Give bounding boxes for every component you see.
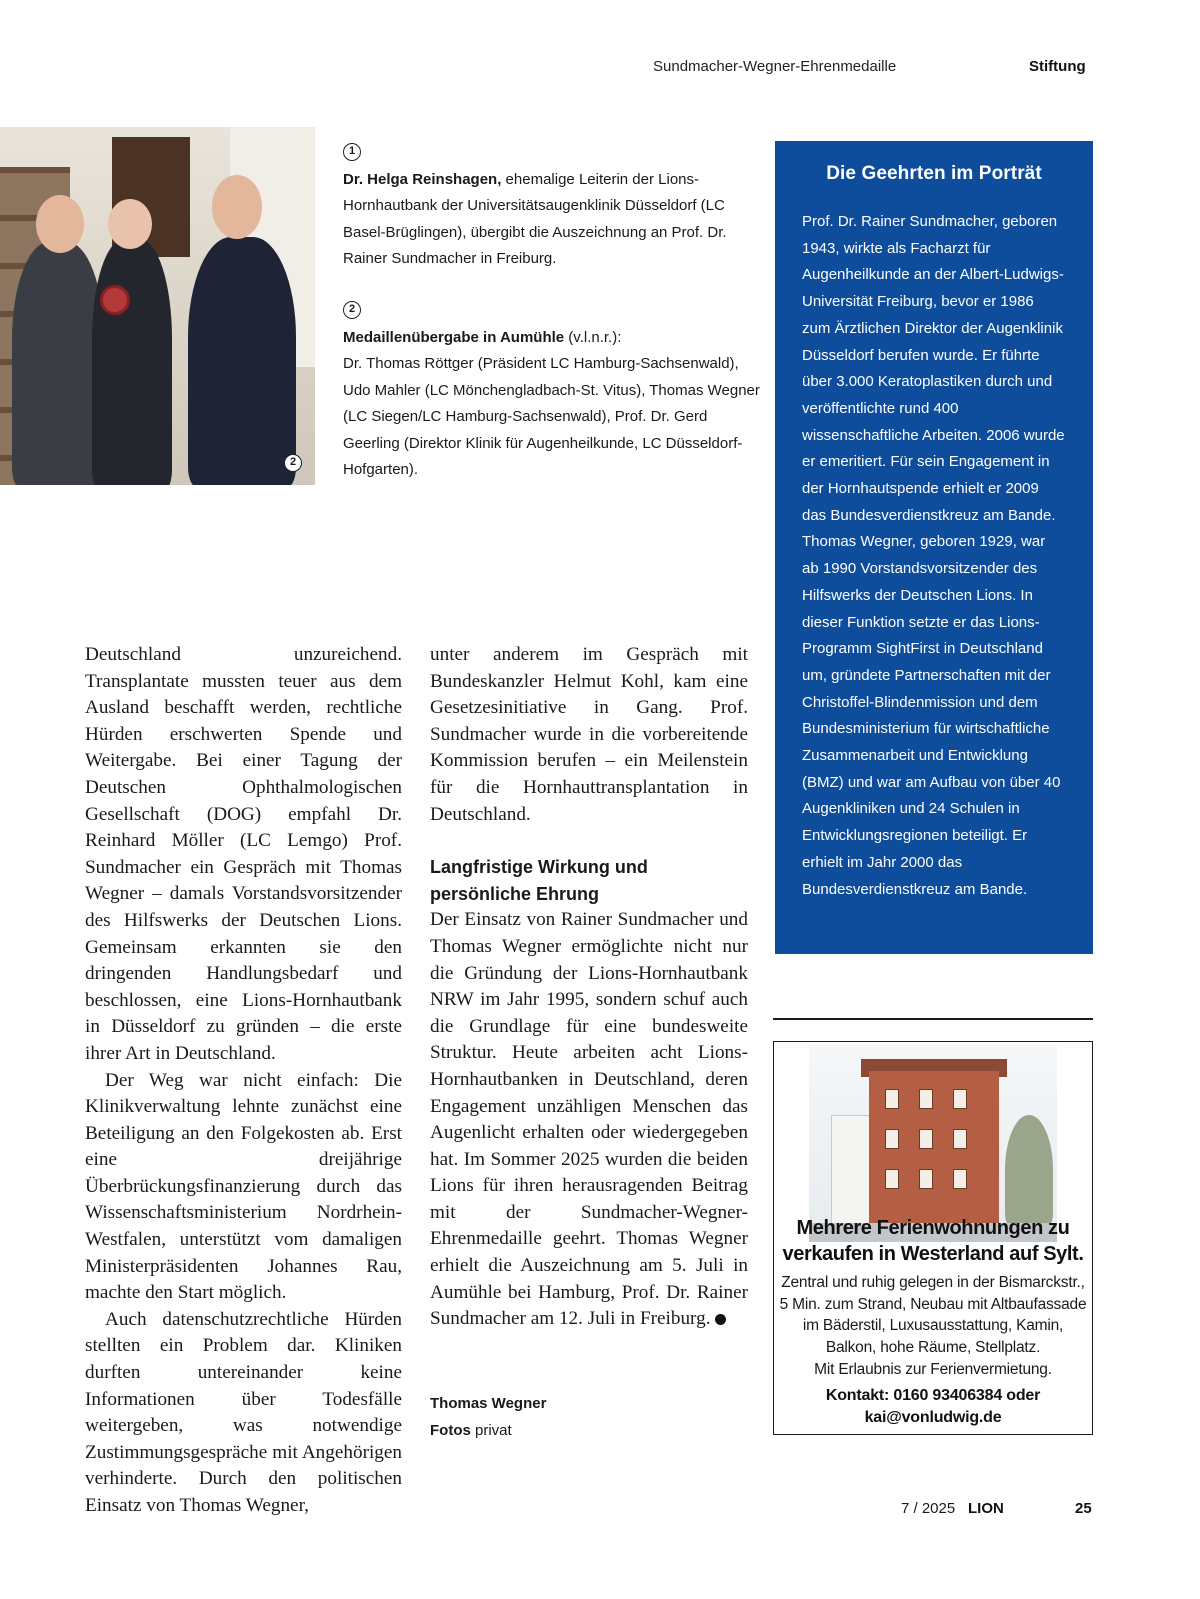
portrait-box-title: Die Geehrten im Porträt xyxy=(826,163,1042,184)
ad-photo-window xyxy=(953,1089,967,1109)
person-left-head xyxy=(36,195,84,253)
portrait-sundmacher: Prof. Dr. Rainer Sundmacher, geboren 1943, wirkte als Facharzt für Augenheilkunde an der Albert-Ludwigs-Universität Freiburg, bevor er 1986 zum Ärztlichen Direktor der Augenklinik Düsseldorf berufen wurde. Er führte über 3.000 Keratoplastiken durch und veröffentlichte rund 400 wissenschaftliche Arbeiten. 2006 wurde er emeritiert. Für sein Engagement in der Hornhautspende erhielt er 2009 das Bundesverdienstkreuz am Bande. xyxy=(802,213,1065,524)
portrait-wegner: Thomas Wegner, geboren 1929, war ab 1990 Vorstandsvorsitzender des Hilfswerks der Deutschen Lions. In dieser Funktion setzte er das Lions-Programm SightFirst in Deutschland um, gründete Partnerschaften mit der Christoffel-Blindenmission und dem Bundesministerium für wirtschaftliche Zusammenarbeit und Entwicklung (BMZ) und war am Aufbau von über 40 Augenkliniken und 24 Schulen in Entwicklungsregionen beteiligt. Er erhielt im Jahr 2000 das Bundesverdienstkreuz am Bande. xyxy=(802,533,1061,898)
ad-body-line: im Bäderstil, Luxusausstattung, Kamin, xyxy=(802,1317,1064,1335)
ad-body-line: Mit Erlaubnis zur Ferienvermietung. xyxy=(814,1360,1052,1378)
ad-body-line: Balkon, hohe Räume, Stellplatz. xyxy=(825,1339,1041,1357)
ad-building-photo xyxy=(809,1045,1057,1242)
article-column-middle xyxy=(430,642,748,1333)
article-paragraph: Deutschland unzureichend. Transplantate mussten teuer aus dem Ausland beschafft werden, rechtliche Hürden erschwerten Spende und Weitergabe. Bei einer Tagung der Deutschen Ophthalmologischen Gesellschaft (DOG) empfahl Dr. Reinhard Möller (LC Lemgo) Prof. Sundmacher ein Gespräch mit Thomas Wegner – damals Vorstandsvorsitzender des Hilfswerks der Deutschen Lions. Gemeinsam erkannten sie den dringenden Handlungsbedarf und beschlossen, eine Lions-Hornhautbank in Düsseldorf zu gründen – die erste ihrer Art in Deutschland. xyxy=(85,644,402,1064)
caption-2-title: Medaillenübergabe in Aumühle xyxy=(343,328,565,346)
caption-2-text: Dr. Thomas Röttger (Präsident LC Hamburg-Sachsenwald), Udo Mahler (LC Mönchengladbach-St. Vitus), Thomas Wegner (LC Siegen/LC Hamburg-Sachsenwald), Prof. Dr. Gerd Geerling (Direktor Klinik für Augenheilkunde, LC Düsseldorf-Hofgarten). xyxy=(343,355,760,478)
ad-contact-phone: Kontakt: 0160 93406384 oder xyxy=(825,1387,1041,1404)
ad-divider xyxy=(773,1018,1093,1020)
classified-ad xyxy=(773,1041,1093,1435)
footer-issue: 7 / 2025 xyxy=(901,1500,956,1517)
section-label: Stiftung xyxy=(1029,58,1086,75)
article-paragraph: Der Einsatz von Rainer Sundmacher und Thomas Wegner ermöglichte nicht nur die Gründung der Lions-Hornhautbank NRW im Jahr 1995, sondern schuf auch die Grundlage für eine bundesweite Struktur. Heute arbeiten acht Lions-Hornhautbanken in Deutschland, deren Engagement unzähligen Menschen das Augenlicht erhalten oder wiedergegeben hat. Im Sommer 2025 wurden die beiden Lions für ihren herausragenden Beitrag mit der Sundmacher-Wegner-Ehrenmedaille geehrt. Thomas Wegner erhielt die Auszeichnung am 5. Juli in Aumühle bei Hamburg, Prof. Dr. Rainer Sundmacher am 12. Juli in Freiburg. xyxy=(430,909,748,1330)
photos-credit: privat xyxy=(470,1422,512,1439)
ad-photo-window xyxy=(919,1129,933,1149)
ad-photo-window xyxy=(885,1169,899,1189)
caption-1-number: 1 xyxy=(343,143,361,161)
ad-contact xyxy=(774,1385,1092,1428)
person-right xyxy=(188,237,296,485)
caption-1-text: ehemalige Leiterin der Lions-Hornhautbank der Universitätsaugenklinik Düsseldorf (LC Basel-Brüglingen), übergibt die Auszeichnung an Prof. Dr. Rainer Sundmacher in Freiburg. xyxy=(343,170,727,267)
author-name: Thomas Wegner xyxy=(430,1395,547,1412)
running-header-title: Sundmacher-Wegner-Ehrenmedaille xyxy=(653,58,897,75)
page-number: 25 xyxy=(1075,1500,1092,1517)
person-right-head xyxy=(212,175,262,239)
ad-photo-window xyxy=(953,1129,967,1149)
photos-label: Fotos xyxy=(430,1422,471,1439)
end-of-article-icon xyxy=(715,1314,726,1325)
article-paragraph: Auch datenschutzrechtliche Hürden stellten ein Problem dar. Kliniken durften untereinander keine Informationen über Todesfälle weitergeben, was notwendige Zustimmungsgespräche mit Angehörigen verhinderte. Durch den politischen Einsatz von Thomas Wegner, xyxy=(85,1308,402,1516)
award-photo xyxy=(0,127,315,485)
ad-contact-email[interactable]: kai@vonludwig.de xyxy=(864,1408,1002,1426)
portrait-box xyxy=(775,141,1093,954)
ad-body-line: Zentral und ruhig gelegen in der Bismarckstr., xyxy=(781,1274,1085,1291)
medal-box xyxy=(100,285,130,315)
person-center-head xyxy=(108,199,152,249)
article-column-left xyxy=(85,642,402,1520)
ad-photo-window xyxy=(885,1129,899,1149)
caption-2 xyxy=(343,298,763,484)
ad-photo-window xyxy=(953,1169,967,1189)
article-paragraph: unter anderem im Gespräch mit Bundeskanzler Helmut Kohl, kam eine Gesetzesinitiative in Gang. Prof. Sundmacher wurde in die vorbereitende Kommission berufen – ein Meilenstein für die Hornhauttransplantation in Deutschland. xyxy=(430,644,748,825)
caption-2-suffix: (v.l.n.r.): xyxy=(564,328,622,346)
article-paragraph: Der Weg war nicht einfach: Die Klinikverwaltung lehnte zunächst eine Beteiligung an den Folgekosten ab. Erst eine dreijährige Überbrückungsfinanzierung durch das Wissenschaftsministerium Nordrhein-Westfalen, unterstützt vom damaligen Ministerpräsidenten Johannes Rau, machte den Start möglich. xyxy=(85,1069,402,1304)
ad-headline: Mehrere Ferienwohnungen zu verkaufen in Westerland auf Sylt. xyxy=(782,1217,1084,1265)
ad-photo-tree xyxy=(1005,1115,1053,1225)
person-center xyxy=(92,239,172,485)
ad-body xyxy=(774,1272,1092,1381)
ad-photo-window xyxy=(919,1089,933,1109)
ad-photo-window xyxy=(919,1169,933,1189)
article-subheading: Langfristige Wirkung und persönliche Ehrung xyxy=(430,857,648,904)
ad-body-line: 5 Min. zum Strand, Neubau mit Altbaufassade xyxy=(779,1295,1087,1313)
photo-number-marker: 2 xyxy=(284,454,302,472)
caption-1-name: Dr. Helga Reinshagen, xyxy=(343,170,502,188)
credits xyxy=(430,1390,546,1444)
caption-1 xyxy=(343,140,763,273)
ad-photo-window xyxy=(885,1089,899,1109)
caption-2-number: 2 xyxy=(343,301,361,319)
footer-magazine: LION xyxy=(968,1500,1004,1517)
person-left xyxy=(12,242,104,485)
